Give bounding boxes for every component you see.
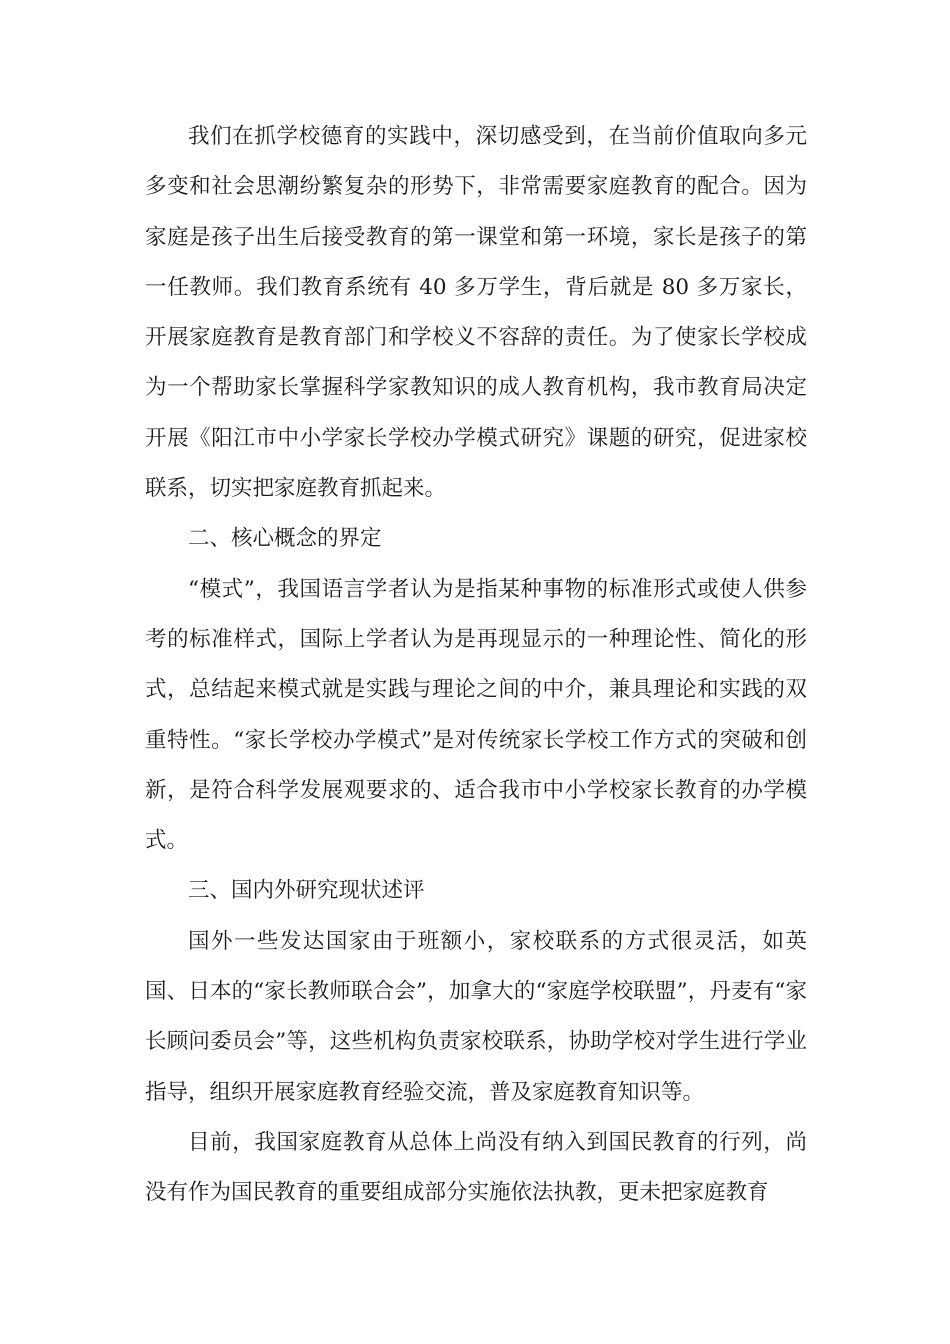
paragraph-intro: 我们在抓学校德育的实践中，深切感受到，在当前价值取向多元多变和社会思潮纷繁复杂的形势下，非常需要家庭教育的配合。因为家庭是孩子出生后接受教育的第一课堂和第一环境，家长是孩子的第一任教师。我们教育系统有 40 多万学生，背后就是 80 多万家长，开展家庭教育是教育部门和学校义不容辞的责任。为了使家长学校成为一个帮助家长掌握科学家教知识的成人教育机构，我市教育局决定开展《阳江市中小学家长学校办学模式研究》课题的研究，促进家校联系，切实把家庭教育抓起来。 bbox=[145, 124, 807, 502]
paragraph-domestic-status: 目前，我国家庭教育从总体上尚没有纳入到国民教育的行列，尚没有作为国民教育的重要组成部分实施依法执教，更未把家庭教育 bbox=[145, 1129, 807, 1206]
document-body bbox=[145, 112, 807, 1219]
paragraph-foreign-research: 国外一些发达国家由于班额小，家校联系的方式很灵活，如英国、日本的“家长教师联合会”，加拿大的“家庭学校联盟”，丹麦有“家长顾问委员会”等，这些机构负责家校联系，协助学校对学生进行学业指导，组织开展家庭教育经验交流，普及家庭教育知识等。 bbox=[145, 928, 807, 1105]
section-heading-core-concepts: 二、核心概念的界定 bbox=[188, 526, 382, 552]
section-heading-research-review: 三、国内外研究现状述评 bbox=[188, 878, 425, 904]
paragraph-model-definition: “模式”，我国语言学者认为是指某种事物的标准形式或使人供参考的标准样式，国际上学者认为是再现显示的一种理论性、简化的形式，总结起来模式就是实践与理论之间的中介，兼具理论和实践的双重特性。“家长学校办学模式”是对传统家长学校工作方式的突破和创新，是符合科学发展观要求的、适合我市中小学校家长教育的办学模式。 bbox=[145, 576, 807, 854]
